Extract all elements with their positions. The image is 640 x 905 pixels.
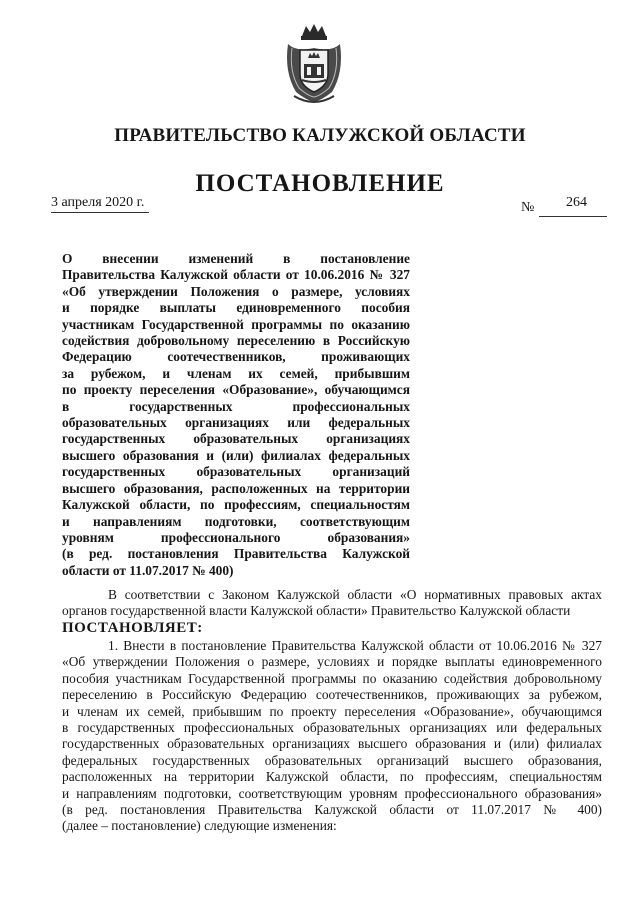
document-number xyxy=(521,195,587,216)
subject-line: Правительства Калужской области от 10.06.2016 № 327 xyxy=(62,267,410,283)
item-1-line: переселению в Российскую Федерацию соотечественников, проживающих за рубежом, xyxy=(62,687,602,703)
item-1-line: (далее – постановление) следующие изменения: xyxy=(62,818,337,834)
preamble-line: В соответствии с Законом Калужской области «О нормативных правовых актах xyxy=(108,587,602,602)
coat-of-arms-emblem xyxy=(282,22,346,104)
subject-line: и порядке выплаты единовременного пособия xyxy=(62,300,410,316)
subject-line: по проекту переселения «Образование», обучающимся xyxy=(62,382,410,398)
subject-line: Калужской области, по профессиям, специальностям xyxy=(62,497,410,513)
subject-line: О внесении изменений в постановление xyxy=(62,251,410,266)
subject-line: за рубежом, и членам их семей, прибывшим xyxy=(62,365,410,381)
subject-line: «Об утверждении Положения о размере, условиях xyxy=(62,283,410,299)
decree-word: ПОСТАНОВЛЯЕТ: xyxy=(62,620,203,636)
number-underline xyxy=(539,216,607,217)
item-1-line: в государственных профессиональных образовательных организациях или федеральных xyxy=(62,720,602,736)
item-1-line: и направлениям подготовки, соответствующим уровням профессионального образования» xyxy=(62,785,602,801)
item-1-line: пособия участникам Государственной программы по оказанию содействия добровольному xyxy=(62,670,602,686)
subject-line: высшего образования и (или) филиалах федеральных xyxy=(62,447,410,463)
item-1-line: (в ред. постановления Правительства Калужской области от 11.07.2017 № 400) xyxy=(62,802,602,818)
subject-line: Федерацию соотечественников, проживающих xyxy=(62,349,410,365)
subject-line: и направлениям подготовки, соответствующим xyxy=(62,513,410,529)
item-1-line: и членам их семей, прибывшим по проекту переселения «Образование», обучающимся xyxy=(62,703,602,719)
item-1-line: «Об утверждении Положения о размере, условиях и порядке выплаты единовременного xyxy=(62,654,602,670)
subject-line: содействия добровольному переселению в Российскую xyxy=(62,333,410,349)
subject-line: в государственных профессиональных xyxy=(62,398,410,414)
number-value: 264 xyxy=(566,195,587,210)
item-1-paragraph xyxy=(62,638,602,835)
document-subject xyxy=(62,251,410,579)
subject-line: (в ред. постановления Правительства Калужской xyxy=(62,546,410,562)
document-date xyxy=(51,195,151,211)
subject-line: участникам Государственной программы по оказанию xyxy=(62,316,410,332)
subject-line: государственных образовательных организациях xyxy=(62,431,410,447)
item-1-line: 1. Внести в постановление Правительства Калужской области от 10.06.2016 № 327 xyxy=(108,638,602,653)
preamble-paragraph xyxy=(62,587,602,620)
item-1-line: государственных образовательных организациях высшего образования и (или) филиалах xyxy=(62,736,602,752)
subject-line: государственных образовательных организаций xyxy=(62,464,410,480)
subject-line: уровням профессионального образования» xyxy=(62,529,410,545)
date-value: 3 апреля 2020 г. xyxy=(51,195,145,210)
subject-line: высшего образования, расположенных на территории xyxy=(62,480,410,496)
number-label: № xyxy=(521,200,535,215)
subject-line: образовательных организациях или федеральных xyxy=(62,415,410,431)
date-underline xyxy=(51,212,149,213)
item-1-line: расположенных на территории Калужской области, по профессиям, специальностям xyxy=(62,769,602,785)
item-1-line: федеральных государственных образовательных организаций высшего образования, xyxy=(62,752,602,768)
subject-line: области от 11.07.2017 № 400) xyxy=(62,562,234,578)
organization-title: ПРАВИТЕЛЬСТВО КАЛУЖСКОЙ ОБЛАСТИ xyxy=(114,125,526,146)
document-type-title: ПОСТАНОВЛЕНИЕ xyxy=(195,170,445,197)
preamble-line: органов государственной власти Калужской области» Правительство Калужской области xyxy=(62,603,571,619)
